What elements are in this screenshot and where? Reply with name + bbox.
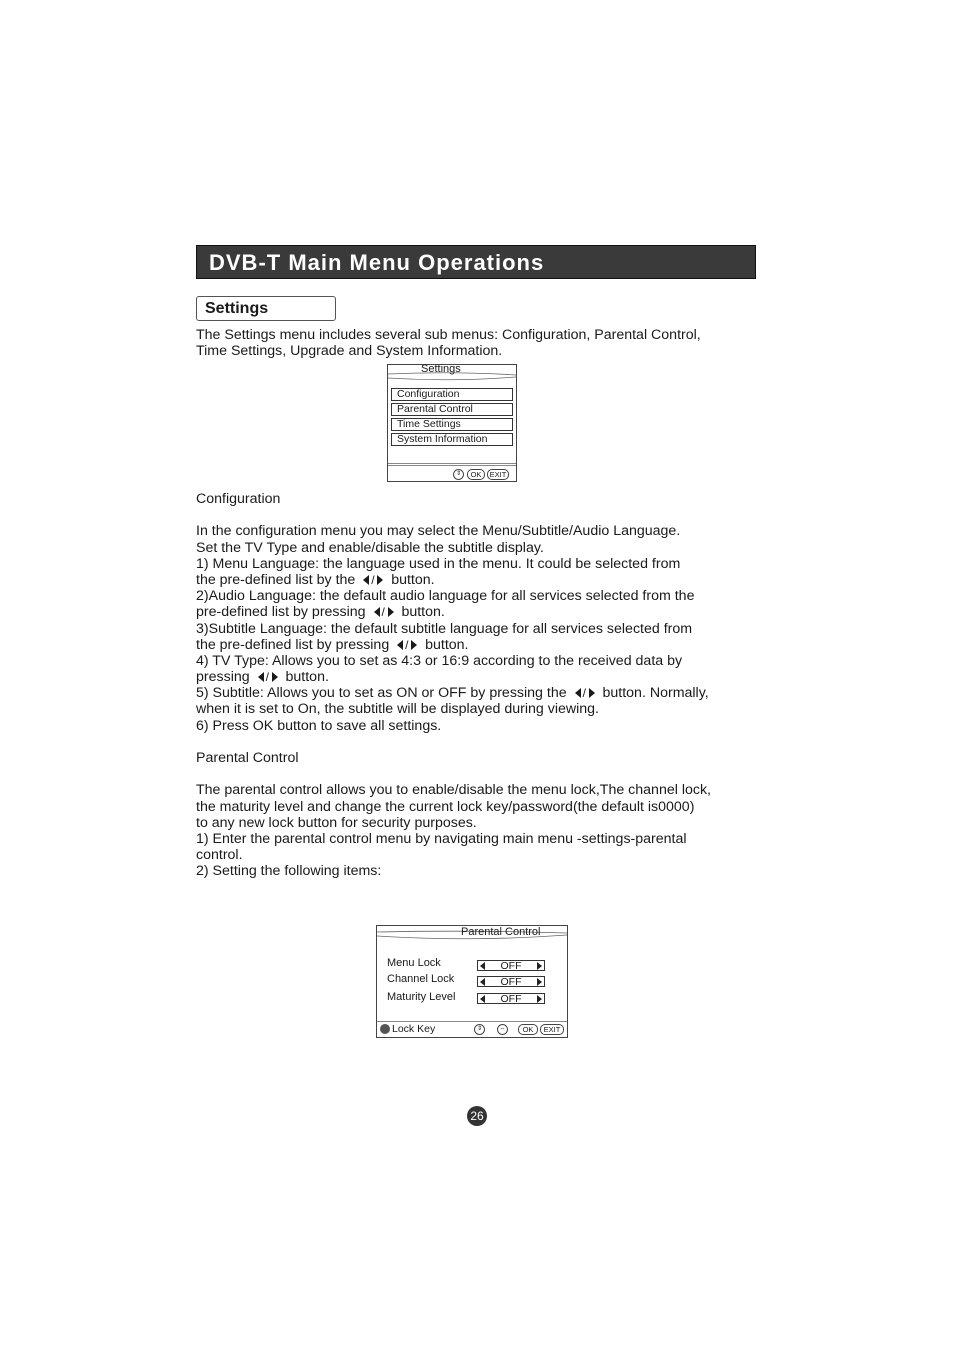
left-arrow-icon	[480, 962, 485, 970]
config-line: the pre-defined list by the / button.	[196, 571, 435, 588]
config-line: Set the TV Type and enable/disable the subtitle display.	[196, 539, 544, 556]
config-line: pre-defined list by pressing / button.	[196, 604, 445, 621]
config-line: the pre-defined list by pressing / button.	[196, 636, 469, 653]
footer-divider	[377, 1021, 567, 1022]
left-right-arrow-icon: /	[573, 687, 597, 699]
left-arrow-icon	[480, 978, 485, 986]
channel-lock-label: Channel Lock	[387, 973, 455, 985]
config-line: pressing / button.	[196, 669, 329, 686]
page-number: 26	[467, 1106, 487, 1126]
left-right-arrow-icon: /	[256, 671, 280, 683]
footer-divider	[388, 463, 516, 464]
right-arrow-icon	[537, 995, 542, 1003]
menu-item-parental-control[interactable]: Parental Control	[391, 403, 513, 416]
parental-line: to any new lock button for security purposes.	[196, 814, 477, 831]
parental-line: 1) Enter the parental control menu by navigating main menu -settings-parental	[196, 830, 687, 847]
parental-line: the maturity level and change the current lock key/password(the default is0000)	[196, 798, 695, 815]
left-right-arrow-icon: /	[372, 606, 396, 618]
parental-line: control.	[196, 847, 243, 864]
config-line: 3)Subtitle Language: the default subtitle language for all services selected from	[196, 620, 693, 637]
configuration-section	[196, 491, 711, 880]
config-line: 4) TV Type: Allows you to set as 4:3 or 16:9 according to the received data by	[196, 652, 683, 669]
menu-lock-label: Menu Lock	[387, 957, 441, 969]
lock-key-label: Lock Key	[392, 1023, 436, 1035]
right-arrow-icon	[537, 978, 542, 986]
menu-item-time-settings[interactable]: Time Settings	[391, 418, 513, 431]
lock-key-button-icon	[380, 1024, 390, 1034]
parental-control-screen	[376, 925, 568, 1038]
left-right-arrow-icon: /	[395, 639, 419, 651]
config-line: 2)Audio Language: the default audio language for all services selected from the	[196, 588, 695, 605]
footer-divider	[388, 465, 516, 466]
left-arrow-icon	[480, 995, 485, 1003]
menu-lock-selector[interactable]: OFF	[477, 960, 545, 971]
settings-menu-screen	[387, 364, 517, 482]
parental-heading: Parental Control	[196, 750, 299, 766]
settings-screen-title: Settings	[421, 363, 461, 375]
config-line: when it is set to On, the subtitle will be displayed during viewing.	[196, 701, 599, 718]
config-line: In the configuration menu you may select the Menu/Subtitle/Audio Language.	[196, 523, 681, 540]
section-title: Settings	[196, 296, 336, 321]
parental-screen-title: Parental Control	[461, 926, 541, 938]
exit-button[interactable]: EXIT	[487, 469, 509, 480]
menu-item-configuration[interactable]: Configuration	[391, 388, 513, 401]
config-line: 5) Subtitle: Allows you to set as ON or OFF by pressing the / button. Normally,	[196, 685, 709, 702]
ok-button[interactable]: OK	[518, 1024, 538, 1035]
channel-lock-selector[interactable]: OFF	[477, 976, 545, 987]
updown-nav-icon: ⇕	[453, 469, 464, 480]
page-title: DVB-T Main Menu Operations	[196, 245, 756, 279]
intro-paragraph	[196, 327, 701, 359]
exit-button[interactable]: EXIT	[540, 1024, 564, 1035]
parental-line: 2) Setting the following items:	[196, 863, 382, 880]
ok-button[interactable]: OK	[467, 469, 485, 480]
leftright-nav-icon: ⇔	[497, 1024, 508, 1035]
maturity-level-label: Maturity Level	[387, 991, 456, 1003]
menu-item-system-information[interactable]: System Information	[391, 433, 513, 446]
intro-line: Time Settings, Upgrade and System Information.	[196, 343, 503, 360]
maturity-level-selector[interactable]: OFF	[477, 993, 545, 1004]
parental-line: The parental control allows you to enable/disable the menu lock,The channel lock,	[196, 782, 711, 799]
configuration-heading: Configuration	[196, 491, 281, 507]
config-line: 1) Menu Language: the language used in the menu. It could be selected from	[196, 555, 681, 572]
intro-line: The Settings menu includes several sub menus: Configuration, Parental Control,	[196, 327, 701, 343]
left-right-arrow-icon: /	[361, 574, 385, 586]
updown-nav-icon: ⇕	[474, 1024, 485, 1035]
config-line: 6) Press OK button to save all settings.	[196, 717, 442, 734]
right-arrow-icon	[537, 962, 542, 970]
